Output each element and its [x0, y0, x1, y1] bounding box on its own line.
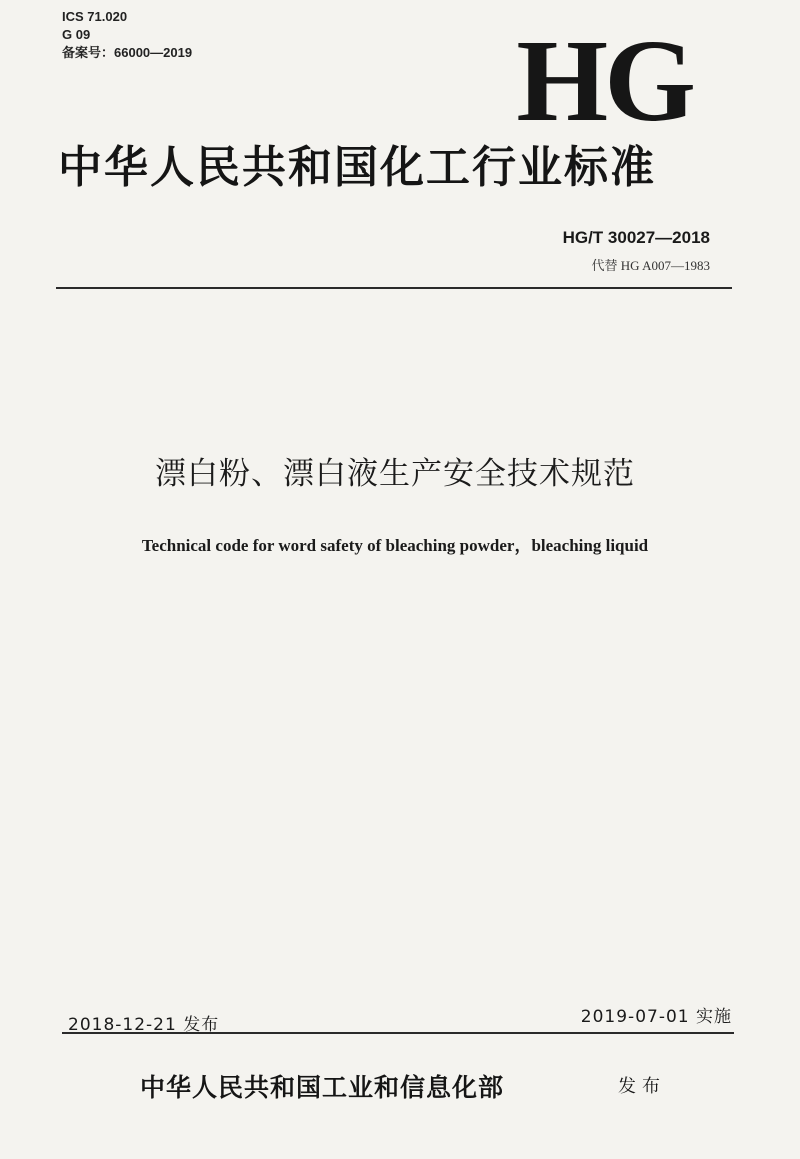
publisher-name: 中华人民共和国工业和信息化部: [140, 1073, 505, 1102]
filing-number: 备案号：66000—2019: [62, 45, 193, 60]
top-divider: [56, 287, 732, 289]
hg-logo: HG: [516, 15, 692, 146]
standard-code: HG/T 30027—2018: [562, 228, 710, 247]
ics-code: ICS 71.020: [62, 9, 128, 24]
replaces-standard: 代替 HG A007—1983: [591, 258, 710, 273]
document-title-chinese: 漂白粉、漂白液生产安全技术规范: [155, 456, 635, 492]
organization-title: 中华人民共和国化工行业标准: [58, 142, 656, 193]
header-meta: [62, 8, 192, 62]
publish-label: 发布: [618, 1076, 666, 1097]
issue-date: 2018-12-21 发布: [68, 1015, 220, 1035]
category-code: G 09: [62, 27, 91, 42]
bottom-divider: [62, 1032, 734, 1034]
document-title-english: Technical code for word safety of bleaching powder，bleaching liquid: [141, 536, 649, 555]
implementation-date: 2019-07-01 实施: [580, 1007, 732, 1027]
